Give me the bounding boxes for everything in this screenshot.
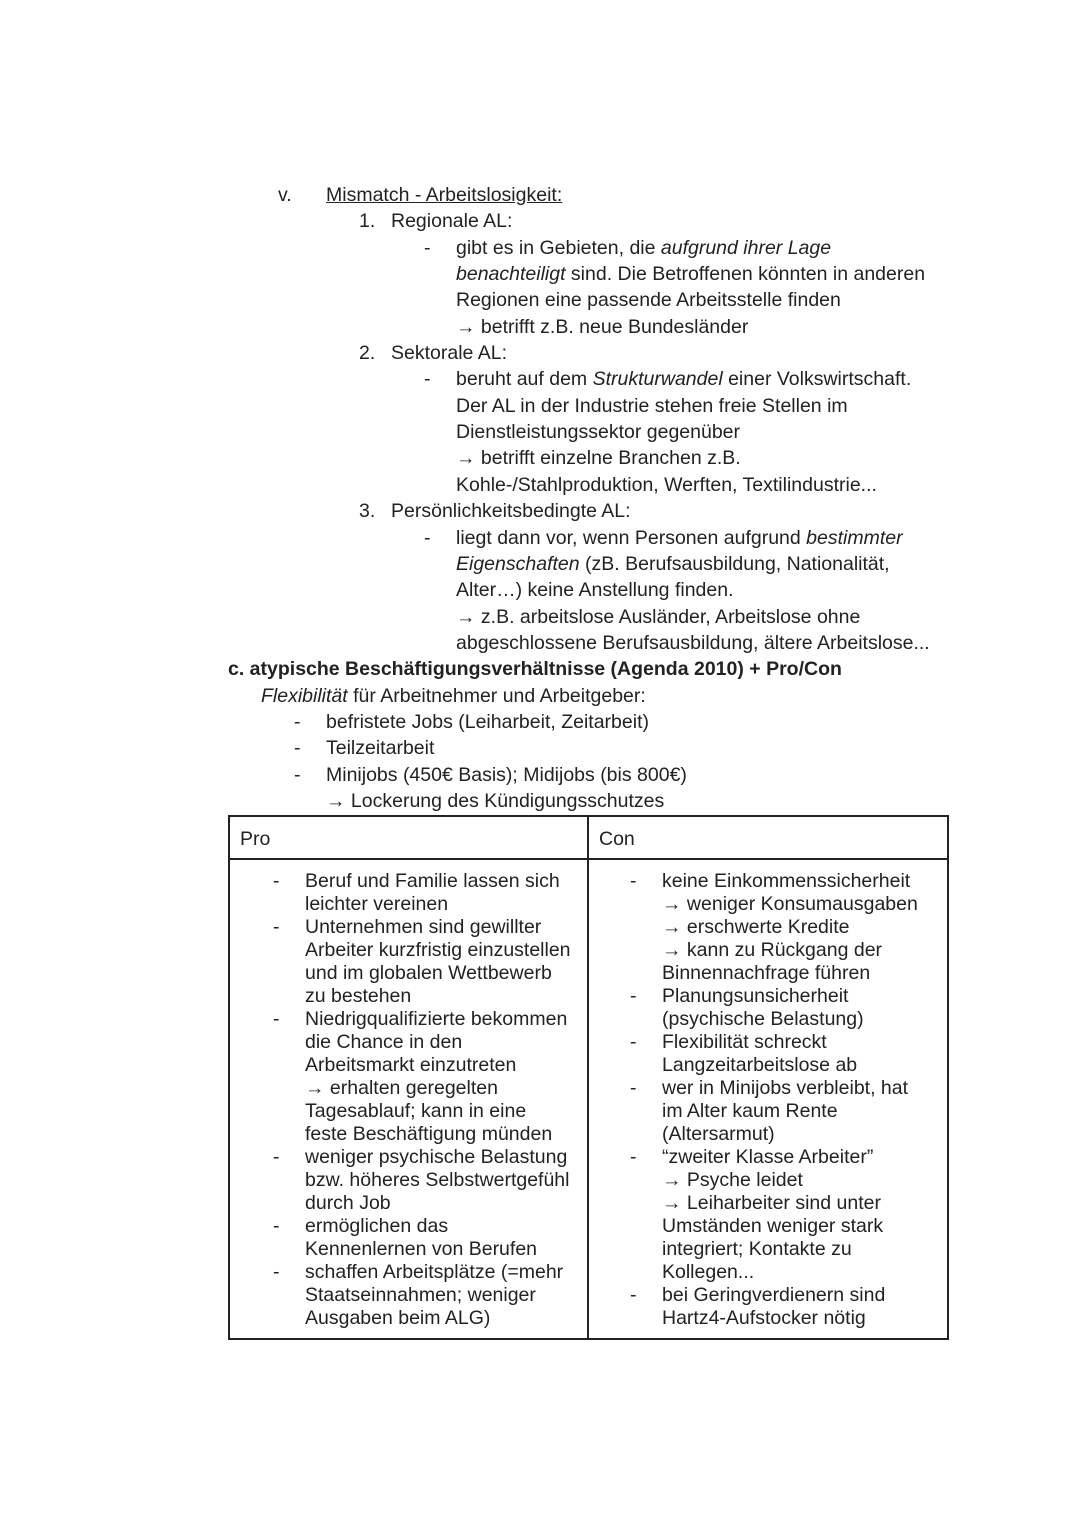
item-bullet: - xyxy=(424,527,431,549)
item3-line1: liegt dann vor, wenn Personen aufgrund bestimmter xyxy=(456,527,903,549)
list-item: - bei Geringverdienern sind Hartz4-Aufstocker nötig xyxy=(630,1284,886,1329)
list-bullet: - xyxy=(273,1146,280,1168)
item3-line4: → z.B. arbeitslose Ausländer, Arbeitslose ohne xyxy=(456,606,861,628)
list-bullet: - xyxy=(294,711,301,733)
list-bullet: - xyxy=(630,1077,637,1099)
item2-line1: beruht auf dem Strukturwandel einer Volkswirtschaft. xyxy=(456,368,912,390)
item2-line4: → betrifft einzelne Branchen z.B. xyxy=(456,447,741,469)
con-list xyxy=(589,860,947,1330)
item-number-1: 1. xyxy=(359,210,376,232)
item2-line2: Der AL in der Industrie stehen freie Stellen im xyxy=(456,395,848,417)
list-item: Minijobs (450€ Basis); Midijobs (bis 800€) xyxy=(326,764,687,786)
list-bullet: - xyxy=(273,1261,280,1283)
item1-line1: gibt es in Gebieten, die aufgrund ihrer Lage xyxy=(456,237,832,259)
item3-line2: Eigenschaften (zB. Berufsausbildung, Nationalität, xyxy=(456,553,890,575)
list-bullet: - xyxy=(294,764,301,786)
list-bullet: - xyxy=(630,985,637,1007)
roman-numeral-v: v. xyxy=(278,184,292,206)
list-item: - wer in Minijobs verbleibt, hat im Alter kaum Rente (Altersarmut) xyxy=(630,1077,909,1145)
list-bullet: - xyxy=(630,1284,637,1306)
arrow-note-kuendigungsschutz: → Lockerung des Kündigungsschutzes xyxy=(326,790,665,812)
item1-line4: → betrifft z.B. neue Bundesländer xyxy=(456,316,749,338)
flexibility-intro: Flexibilität für Arbeitnehmer und Arbeitgeber: xyxy=(261,685,646,707)
list-item: - schaffen Arbeitsplätze (=mehr Staatseinnahmen; weniger Ausgaben beim ALG) xyxy=(273,1261,564,1329)
list-bullet: - xyxy=(294,737,301,759)
item1-line2: benachteiligt sind. Die Betroffenen könnten in anderen xyxy=(456,263,926,285)
item3-line5: abgeschlossene Berufsausbildung, ältere Arbeitslose... xyxy=(456,632,930,654)
con-header: Con xyxy=(599,828,635,850)
pro-header: Pro xyxy=(240,828,271,850)
pro-list xyxy=(230,860,587,1330)
list-item: - Flexibilität schreckt Langzeitarbeitslose ab xyxy=(630,1031,858,1076)
section-heading-mismatch: Mismatch - Arbeitslosigkeit: xyxy=(326,184,563,206)
list-bullet: - xyxy=(630,1031,637,1053)
list-item: - “zweiter Klasse Arbeiter” → Psyche leidet → Leiharbeiter sind unter Umständen weniger stark integriert; Kontakte zu Kollegen... xyxy=(630,1146,884,1283)
list-item: - keine Einkommenssicherheit → weniger Konsumausgaben → erschwerte Kredite → kann zu Rückgang der Binnennachfrage führen xyxy=(630,870,918,984)
list-item: - Beruf und Familie lassen sich leichter vereinen xyxy=(273,870,560,915)
section-heading-atypische: c. atypische Beschäftigungsverhältnisse (Agenda 2010) + Pro/Con xyxy=(228,658,842,680)
list-bullet: - xyxy=(630,870,637,892)
item-bullet: - xyxy=(424,368,431,390)
item-bullet: - xyxy=(424,237,431,259)
list-item: befristete Jobs (Leiharbeit, Zeitarbeit) xyxy=(326,711,649,733)
item-title-sektorale: Sektorale AL: xyxy=(391,342,507,364)
con-cell xyxy=(588,859,948,1339)
item-title-persoenlichkeit: Persönlichkeitsbedingte AL: xyxy=(391,500,631,522)
list-item: - Niedrigqualifizierte bekommen die Chance in den Arbeitsmarkt einzutreten → erhalten geregelten Tagesablauf; kann in eine feste Beschäftigung münden xyxy=(273,1008,568,1145)
list-item: - Planungsunsicherheit (psychische Belastung) xyxy=(630,985,864,1030)
item-number-2: 2. xyxy=(359,342,376,364)
pro-con-table xyxy=(228,815,949,1340)
item-number-3: 3. xyxy=(359,500,376,522)
item3-line3: Alter…) keine Anstellung finden. xyxy=(456,579,734,601)
pro-header-cell xyxy=(229,816,588,859)
item1-line3: Regionen eine passende Arbeitsstelle finden xyxy=(456,289,841,311)
list-item: - ermöglichen das Kennenlernen von Berufen xyxy=(273,1215,538,1260)
list-bullet: - xyxy=(273,1215,280,1237)
list-item: Teilzeitarbeit xyxy=(326,737,435,759)
list-bullet: - xyxy=(273,916,280,938)
list-item: - weniger psychische Belastung bzw. höheres Selbstwertgefühl durch Job xyxy=(273,1146,570,1214)
list-bullet: - xyxy=(630,1146,637,1168)
pro-cell xyxy=(229,859,588,1339)
list-bullet: - xyxy=(273,870,280,892)
con-header-cell xyxy=(588,816,948,859)
item2-line5: Kohle-/Stahlproduktion, Werften, Textilindustrie... xyxy=(456,474,877,496)
item-title-regionale: Regionale AL: xyxy=(391,210,513,232)
item2-line3: Dienstleistungssektor gegenüber xyxy=(456,421,741,443)
list-bullet: - xyxy=(273,1008,280,1030)
list-item: - Unternehmen sind gewillter Arbeiter kurzfristig einzustellen und im globalen Wettbewerb zu bestehen xyxy=(273,916,571,1007)
